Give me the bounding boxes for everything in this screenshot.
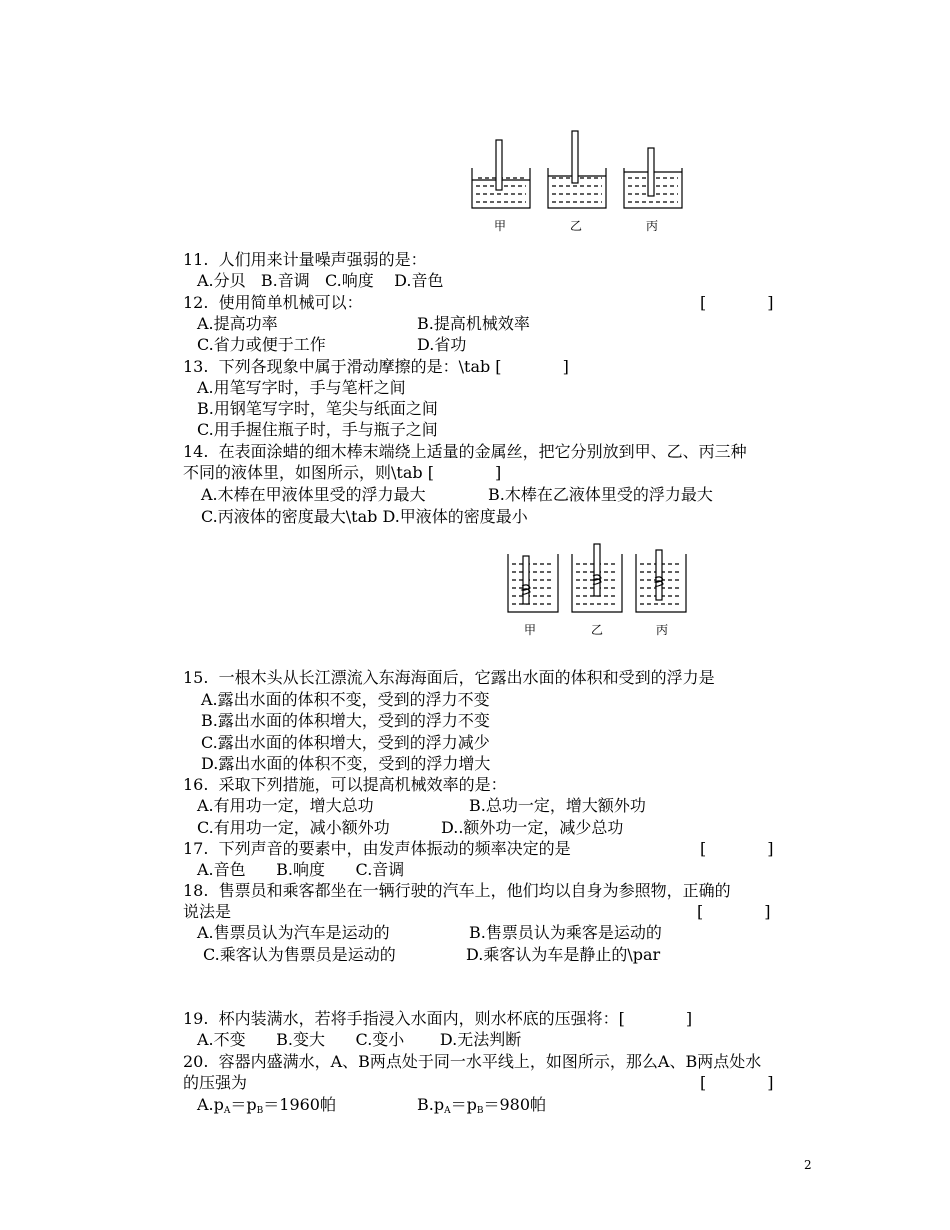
q20-stem-line1: 20. 容器内盛满水，A、B两点处于同一水平线上，如图所示，那么A、B两点处水	[183, 1052, 762, 1071]
beaker-figure-1	[468, 128, 688, 212]
q20-a-sub2: B	[256, 1106, 264, 1116]
q12-option-a: A.提高功率	[197, 314, 278, 333]
q20-option-a	[197, 1094, 336, 1122]
q15-option-a: A.露出水面的体积不变，受到的浮力不变	[201, 690, 490, 709]
fig2-label-bing: 丙	[656, 623, 669, 637]
q12-bracket: [ ]	[700, 293, 774, 312]
q20-option-b	[417, 1094, 546, 1122]
q15-stem: 15. 一根木头从长江漂流入东海海面后，它露出水面的体积和受到的浮力是	[183, 668, 715, 687]
page-number: 2	[804, 1158, 812, 1172]
q17-bracket: [ ]	[700, 839, 774, 858]
q12-option-c: C.省力或便于工作	[197, 335, 326, 354]
q13-option-b: B.用钢笔写字时，笔尖与纸面之间	[197, 399, 438, 418]
q14-option-cd: C.丙液体的密度最大\tab D.甲液体的密度最小	[201, 507, 528, 526]
q20-stem-line2: 的压强为	[183, 1073, 248, 1092]
q14-option-a: A.木棒在甲液体里受的浮力最大	[201, 485, 426, 504]
beaker-figure-2	[504, 542, 696, 616]
fig1-label-yi: 乙	[570, 219, 583, 233]
q18-option-c: C.乘客认为售票员是运动的	[203, 945, 396, 964]
q20-b-sub1: A	[444, 1106, 451, 1116]
q13-option-c: C.用手握住瓶子时，手与瓶子之间	[197, 420, 438, 439]
fig2-label-jia: 甲	[524, 623, 537, 637]
q20-bracket: [ ]	[700, 1073, 774, 1092]
q18-stem-line1: 18. 售票员和乘客都坐在一辆行驶的汽车上，他们均以自身为参照物，正确的	[183, 881, 731, 900]
q16-option-a: A.有用功一定，增大总功	[197, 796, 374, 815]
fig1-label-jia: 甲	[494, 219, 507, 233]
q11-options: A.分贝 B.音调 C.响度 D.音色	[197, 271, 444, 290]
q15-option-d: D.露出水面的体积不变，受到的浮力增大	[201, 754, 491, 773]
q16-stem: 16. 采取下列措施，可以提高机械效率的是：	[183, 775, 507, 794]
q20-a-sub1: A	[223, 1106, 231, 1116]
q20-a-val: ＝1960帕	[263, 1095, 336, 1114]
q18-option-d: D.乘客认为车是静止的\par	[466, 945, 661, 964]
q13-option-a: A.用笔写字时，手与笔杆之间	[197, 378, 406, 397]
q14-stem-line1: 14. 在表面涂蜡的细木棒末端绕上适量的金属丝，把它分别放到甲、乙、丙三种	[183, 442, 747, 461]
q18-bracket: [ ]	[697, 902, 771, 921]
q12-option-d: D.省功	[417, 335, 467, 354]
q20-b-mid: ＝p	[450, 1095, 477, 1114]
q15-option-b: B.露出水面的体积增大，受到的浮力不变	[201, 711, 490, 730]
q19-options: A.不变 B.变大 C.变小 D.无法判断	[197, 1030, 522, 1049]
q19-stem: 19. 杯内装满水，若将手指浸入水面内，则水杯底的压强将：[ ]	[183, 1009, 693, 1028]
q12-stem: 12. 使用简单机械可以：	[183, 293, 363, 312]
q18-stem-line2: 说法是	[183, 902, 232, 921]
q12-option-b: B.提高机械效率	[417, 314, 530, 333]
q20-b-pre: B.p	[417, 1095, 445, 1114]
q20-a-pre: A.p	[197, 1095, 224, 1114]
q14-stem-line2: 不同的液体里，如图所示，则\tab [ ]	[183, 463, 502, 482]
q20-b-val: ＝980帕	[483, 1095, 547, 1114]
q16-option-c: C.有用功一定，减小额外功	[197, 818, 390, 837]
q17-options: A.音色 B.响度 C.音调	[197, 860, 405, 879]
q11-stem: 11. 人们用来计量噪声强弱的是：	[183, 250, 427, 269]
fig1-label-bing: 丙	[646, 219, 659, 233]
fig2-label-yi: 乙	[591, 623, 604, 637]
q16-option-b: B.总功一定，增大额外功	[469, 796, 646, 815]
q18-option-b: B.售票员认为乘客是运动的	[469, 923, 662, 942]
q17-stem: 17. 下列声音的要素中，由发声体振动的频率决定的是	[183, 839, 571, 858]
q14-option-b: B.木棒在乙液体里受的浮力最大	[488, 485, 713, 504]
q15-option-c: C.露出水面的体积增大，受到的浮力减少	[201, 733, 490, 752]
q20-a-mid: ＝p	[230, 1095, 257, 1114]
q20-b-sub2: B	[476, 1106, 484, 1116]
q16-option-d: D..额外功一定，减少总功	[441, 818, 624, 837]
q13-stem: 13. 下列各现象中属于滑动摩擦的是：\tab [ ]	[183, 357, 569, 376]
q18-option-a: A.售票员认为汽车是运动的	[197, 923, 390, 942]
